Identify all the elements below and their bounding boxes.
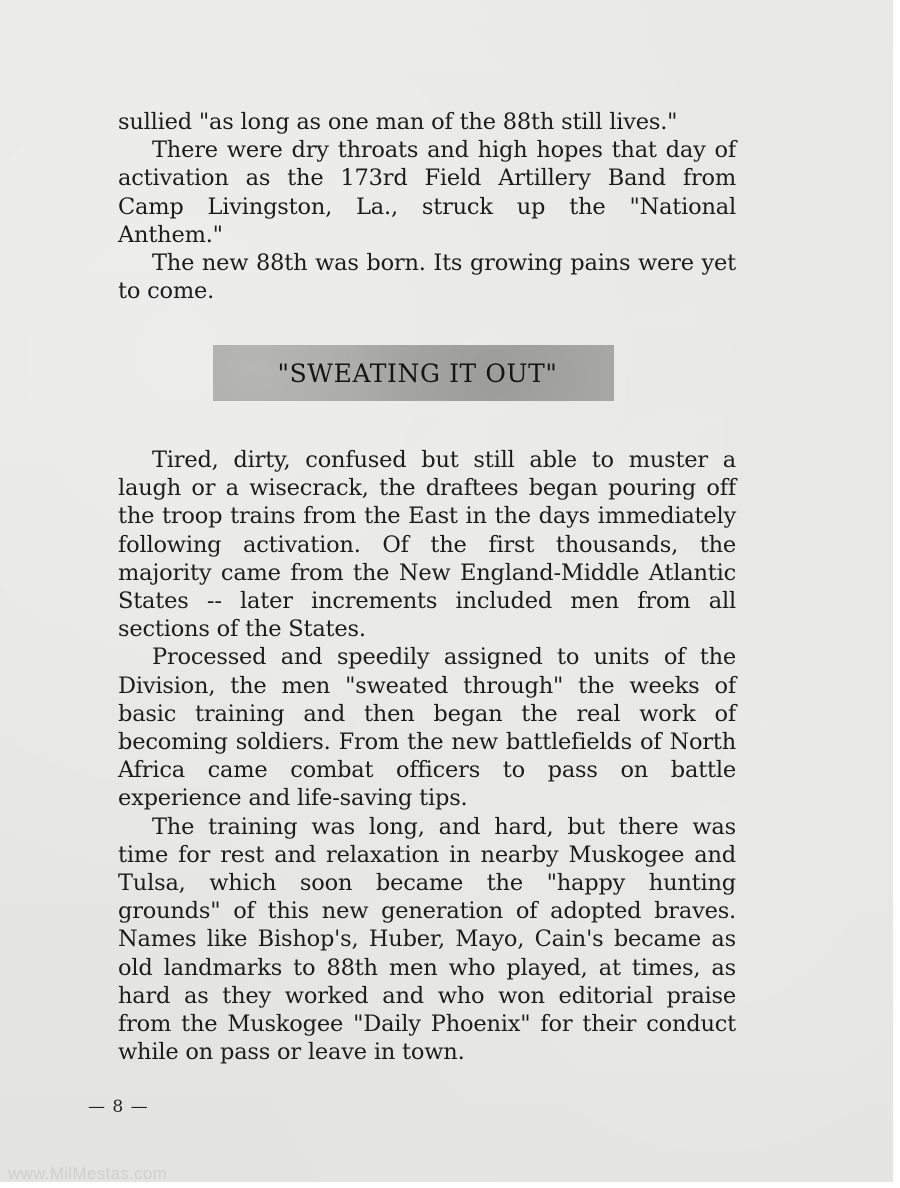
main-text-section bbox=[118, 446, 736, 1066]
paragraph-relaxation: The training was long, and hard, but there was time for rest and relaxation in nearby Muskogee and Tulsa, which soon became the "happy hunting grounds" of this new generation of adopted braves. Names like Bishop's, Huber, Mayo, Cain's became as old landmarks to 88th men who played, at times, as hard as they worked and who won editorial praise from the Muskogee "Daily Phoenix" for their conduct while on pass or leave in town. bbox=[118, 813, 736, 1066]
paragraph-new-88th: The new 88th was born. Its growing pains were yet to come. bbox=[118, 250, 736, 305]
paragraph-activation: There were dry throats and high hopes that day of activation as the 173rd Field Artillery Band from Camp Livingston, La., struck up the "National Anthem." bbox=[118, 137, 736, 248]
paragraph-draftees: Tired, dirty, confused but still able to muster a laugh or a wisecrack, the draftees began pouring off the troop trains from the East in the days immediately following activation. Of the first thousands, the majority came from the New England-Middle Atlantic States -- later increments included men from all sections of the States. bbox=[118, 447, 736, 643]
watermark: www.MilMestas.com bbox=[8, 1164, 168, 1183]
page-number: — 8 — bbox=[88, 1097, 149, 1117]
section-heading: "SWEATING IT OUT" bbox=[277, 358, 558, 388]
section-heading-banner bbox=[213, 345, 614, 401]
paragraph-continuation: sullied "as long as one man of the 88th still lives." bbox=[118, 109, 678, 135]
top-text-section bbox=[118, 108, 736, 305]
paragraph-training: Processed and speedily assigned to units of the Division, the men "sweated through" the weeks of basic training and then began the real work of becoming soldiers. From the new battlefields of North Africa came combat officers to pass on battle experience and life-saving tips. bbox=[118, 644, 736, 812]
